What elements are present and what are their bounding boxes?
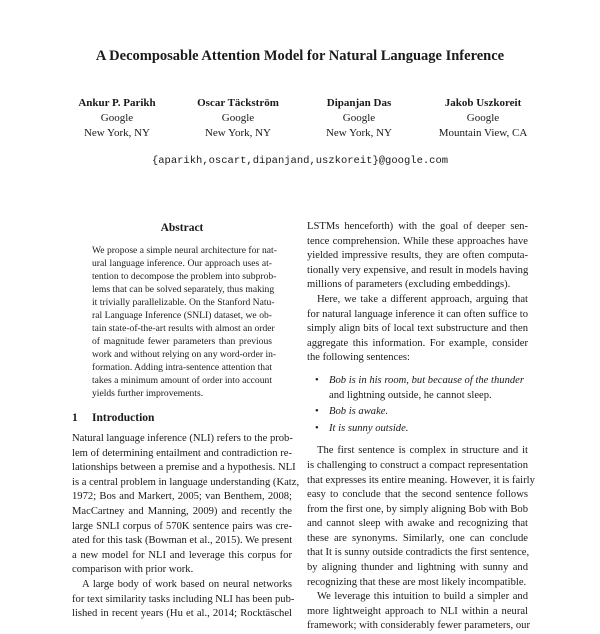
author-affiliation: Google [221, 112, 255, 124]
introduction-text [72, 432, 300, 622]
text-line: for natural language inference it can often suffice to [307, 308, 528, 320]
bullet-item [307, 374, 528, 403]
text-line: that expresses its entire meaning. However, it is fairly [307, 474, 535, 486]
author-affiliation: Google [100, 112, 134, 124]
text-line: framework; with considerably fewer parameters, our [307, 620, 530, 632]
text-line: yielded impressive results, they are often computa- [307, 250, 528, 262]
section-title: Introduction [92, 412, 155, 424]
text-line: easy to conclude that the second sentence follows [307, 489, 528, 501]
author-location: Mountain View, CA [438, 127, 528, 139]
abstract-body [92, 244, 277, 400]
text-line: work and without relying on any word-order in- [92, 349, 277, 360]
text-line: for text similarity tasks including NLI has been pub- [72, 593, 295, 605]
author-affiliation: Google [466, 112, 500, 124]
text-line: these are synonyms. Similarly, one can conclude [307, 532, 528, 544]
text-line: lationships between a premise and a hypothesis. NLI [72, 462, 296, 474]
text-line: Natural language inference (NLI) refers to the prob- [72, 433, 293, 444]
author-name: Dipanjan Das [326, 97, 392, 109]
text-line: MacCartney and Manning, 2009) and recently the [72, 505, 292, 517]
text-line: takes a minimum amount of order into account [92, 375, 272, 386]
text-line: aggregate this information. For example, consider [307, 337, 528, 349]
author-name: Oscar Täckström [197, 97, 279, 109]
text-line: and lightning outside, he cannot sleep. [329, 389, 492, 401]
text-line: 1972; Bos and Markert, 2005; van Benthem, 2008; [72, 491, 292, 503]
text-line: Here, we take a different approach, arguing that [317, 293, 528, 305]
text-line: ated for this task (Bowman et al., 2015). We present [72, 535, 293, 547]
author-4 [413, 96, 553, 141]
section-number: 1 [72, 412, 78, 424]
text-line: from the first one, by simply aligning Bob with Bob [307, 503, 528, 515]
text-line: is challenging to construct a compact representation [307, 459, 528, 471]
bullet-item [307, 405, 528, 420]
text-line: millions of parameters (excluding embeddings). [307, 279, 511, 291]
text-line: comparison with prior work. [72, 564, 194, 576]
text-line: The first sentence is complex in structure and it [317, 445, 528, 457]
text-line: and cannot sleep with awake and recognizing that [307, 518, 528, 530]
text-line: We leverage this intuition to build a simpler and [317, 591, 528, 603]
text-line: ural language inference. Our approach uses at- [92, 258, 272, 269]
text-line: tain state-of-the-art results with almost an order [92, 323, 275, 334]
author-affiliation: Google [342, 112, 376, 124]
text-line: that It is sunny outside contradicts the first sentence, [307, 547, 530, 559]
text-line: formation. Adding intra-sentence attention that [92, 362, 272, 373]
text-line: lished in recent years (Hu et al., 2014; Rocktäschel [72, 608, 292, 620]
author-location: New York, NY [325, 127, 392, 139]
author-name: Ankur P. Parikh [78, 97, 156, 109]
author-name: Jakob Uszkoreit [444, 97, 522, 109]
author-2 [168, 96, 308, 141]
text-line: by aligning thunder and lightning with sunny and [307, 562, 528, 574]
text-line: LSTMs henceforth) with the goal of deeper sen- [307, 221, 528, 232]
text-line: is a central problem in language understanding (Katz, [72, 476, 300, 488]
bullet-item [307, 422, 528, 437]
text-line: tionally very expensive, and result in models having [307, 264, 529, 276]
text-line: ral Language Inference (SNLI) dataset, we ob- [92, 310, 272, 321]
section-heading-introduction [72, 412, 154, 424]
text-line: simply align bits of local text substructure and then [307, 323, 528, 335]
text-line: large SNLI corpus of 570K sentence pairs was cre- [72, 520, 292, 532]
text-line: recognizing that these are most likely incompatible. [307, 576, 527, 588]
text-line: A large body of work based on neural networks [82, 578, 292, 590]
text-line: tence comprehension. While these approaches have [307, 235, 528, 247]
text-line: it trivially parallelizable. On the Stanford Natu- [92, 297, 275, 308]
text-line: tention to decompose the problem into subprob- [92, 271, 277, 282]
author-location: New York, NY [83, 127, 150, 139]
text-line: lems that can be solved separately, thus making [92, 284, 275, 295]
text-line: We propose a simple neural architecture for nat- [92, 245, 277, 256]
author-emails: {aparikh,oscart,dipanjand,uszkoreit}@google.com [151, 155, 449, 167]
author-1 [47, 96, 187, 141]
text-line: lem of determining entailment and contradiction re- [72, 447, 292, 459]
text-line: • Bob is awake. [307, 405, 528, 420]
right-column-text [307, 220, 535, 634]
text-line: yields further improvements. [92, 388, 204, 399]
author-location: New York, NY [204, 127, 271, 139]
text-line: • Bob is in his room, but because of the thunder [307, 374, 528, 389]
text-line: of magnitude fewer parameters than previous [92, 336, 272, 347]
text-line: • It is sunny outside. [307, 422, 528, 437]
abstract-heading: Abstract [160, 222, 204, 234]
text-line: more lightweight approach to NLI within a neural [307, 605, 528, 617]
author-3 [289, 96, 429, 141]
text-line: the following sentences: [307, 352, 410, 364]
text-line: a new model for NLI and leverage this corpus for [72, 549, 292, 561]
paper-title: A Decomposable Attention Model for Natural Language Inference [95, 48, 505, 64]
